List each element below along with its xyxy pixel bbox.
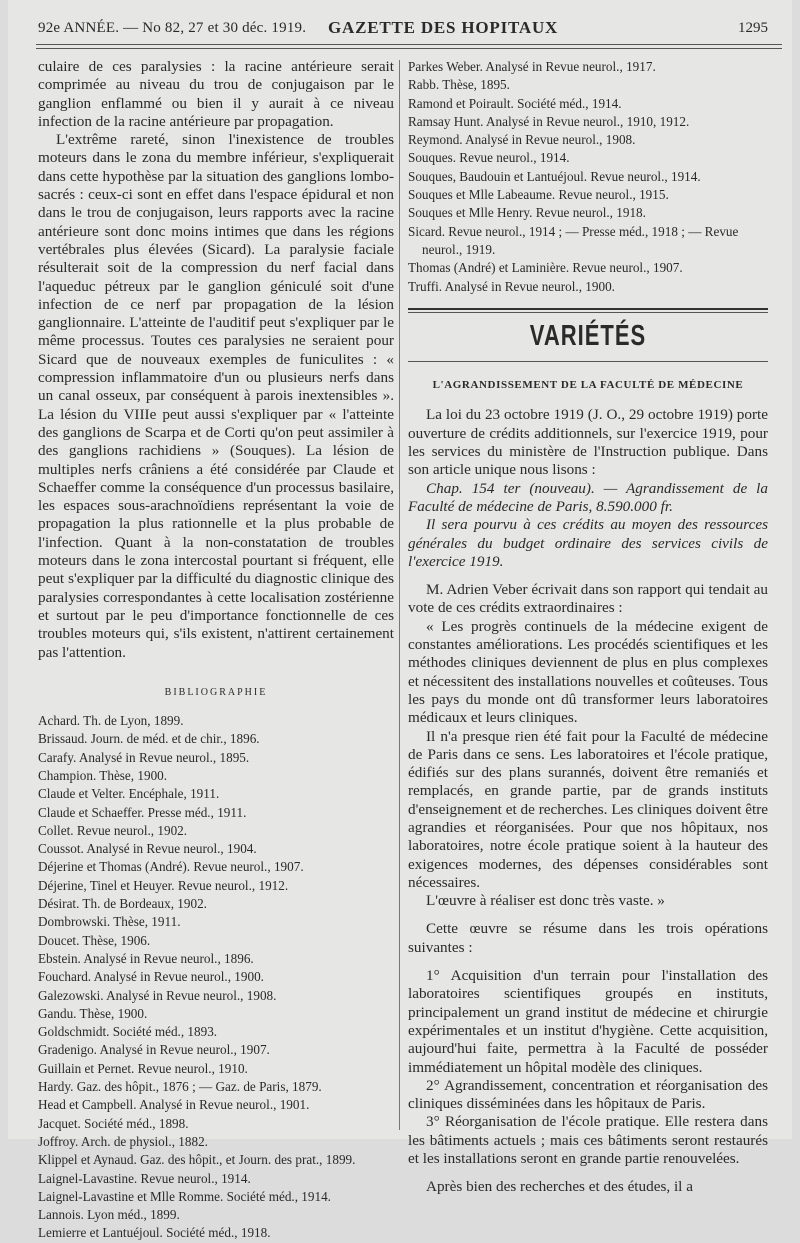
bibliography-entry: Parkes Weber. Analysé in Revue neurol., 1917. — [408, 59, 656, 74]
article-paragraph: Cette œuvre se résume dans les trois opérations suivantes : — [408, 920, 768, 956]
bibliography-entry: Ebstein. Analysé in Revue neurol., 1896. — [38, 950, 254, 966]
bibliography-entry: Guillain et Pernet. Revue neurol., 1910. — [38, 1060, 248, 1076]
section-title-rule — [408, 361, 768, 362]
article-heading: L'AGRANDISSEMENT DE LA FACULTÉ DE MÉDECINE — [432, 379, 744, 392]
article-paragraph: 1° Acquisition d'un terrain pour l'installation des laboratoires scientifiques groupés en instituts, principalement un grand institut de médecine et chirurgie expérimentales et un institut d'hygiène. Cette acquisition, aujourd'hui faite, permettra à la Faculté de posséder immédiatement un hôpital modèle des cliniques. — [408, 967, 768, 1076]
bibliography-entry: Achard. Th. de Lyon, 1899. — [38, 713, 184, 729]
bibliography-entry: Goldschmidt. Société méd., 1893. — [38, 1024, 218, 1040]
column-divider — [399, 60, 400, 1130]
bibliography-entry: Head et Campbell. Analysé in Revue neurol., 1901. — [38, 1097, 310, 1113]
spacer — [408, 571, 768, 581]
bibliography-entry: Souques, Baudouin et Lantuéjoul. Revue neurol., 1914. — [408, 168, 701, 184]
bibliography-entry: Carafy. Analysé in Revue neurol., 1895. — [38, 749, 250, 765]
bibliography-entry: Claude et Schaeffer. Presse méd., 1911. — [38, 804, 247, 820]
bibliography-entry: Laignel-Lavastine. Revue neurol., 1914. — [38, 1170, 251, 1186]
bibliography-list — [38, 712, 394, 1243]
bibliography-entry: Souques et Mlle Henry. Revue neurol., 1918. — [408, 205, 646, 221]
bibliography-list-continued — [408, 58, 768, 296]
bibliography-entry: Lemierre et Lantuéjoul. Société méd., 1918. — [38, 1225, 271, 1241]
bibliography-entry: Ramsay Hunt. Analysé in Revue neurol., 1910, 1912. — [408, 113, 690, 129]
bibliography-entry: Sicard. Revue neurol., 1914 ; — Presse méd., 1918 ; — Revue — [408, 223, 739, 239]
bibliography-entry: Jacquet. Société méd., 1898. — [38, 1115, 189, 1131]
bibliography-entry-continued: neurol., 1919. — [422, 241, 496, 257]
bibliography-entry: Souques et Mlle Labeaume. Revue neurol., 1915. — [408, 187, 669, 203]
bibliography-entry: Galezowski. Analysé in Revue neurol., 1908. — [38, 987, 277, 1003]
bibliography-entry: Coussot. Analysé in Revue neurol., 1904. — [38, 841, 257, 857]
right-column — [408, 58, 768, 1197]
bibliography-entry: Souques. Revue neurol., 1914. — [408, 150, 570, 166]
bibliography-entry: Collet. Revue neurol., 1902. — [38, 822, 188, 838]
bibliography-entry: Truffi. Analysé in Revue neurol., 1900. — [408, 278, 615, 294]
bibliography-entry: Dombrowski. Thèse, 1911. — [38, 914, 181, 930]
article-paragraph: La loi du 23 octobre 1919 (J. O., 29 octobre 1919) porte ouverture de crédits additionnels, sur l'exercice 1919, pour les services du ministère de l'Instruction publique. Dans son article unique nous lisons : — [408, 406, 768, 479]
bibliography-entry: Brissaud. Journ. de méd. et de chir., 1896. — [38, 731, 260, 747]
quoted-law — [408, 516, 768, 571]
bibliography-entry: Laignel-Lavastine et Mlle Romme. Société méd., 1914. — [38, 1188, 331, 1204]
newspaper-page — [8, 0, 792, 1241]
left-column — [38, 58, 394, 1243]
journal-title: GAZETTE DES HOPITAUX — [328, 18, 559, 37]
bibliography-entry: Champion. Thèse, 1900. — [38, 767, 168, 783]
section-rule — [408, 308, 768, 310]
spacer — [408, 910, 768, 920]
article-paragraph: « Les progrès continuels de la médecine exigent de constantes améliorations. Les procédés scientifiques et les méthodes cliniques deviennent de plus en plus complexes et nécessitent des installations nouvelles et coûteuses. Tous les pays du monde ont dû transformer leurs laboratoires médicaux et leurs cliniques. — [408, 617, 768, 727]
article-paragraph: 3° Réorganisation de l'école pratique. Elle restera dans les bâtiments actuels ; mais ces bâtiments seront restaurés et les installations seront en grande partie renouvelées. — [408, 1113, 768, 1168]
article-paragraph: Après bien des recherches et des études, il a — [426, 1178, 693, 1196]
article-paragraph: culaire de ces paralysies : la racine antérieure serait comprimée au niveau du trou de conjugaison par le ganglion enflammé ou bien il y aurait à ce niveau infection de la racine antérieure par propagation. — [38, 58, 394, 130]
bibliography-entry: Lannois. Lyon méd., 1899. — [38, 1207, 180, 1223]
bibliography-entry: Hardy. Gaz. des hôpit., 1876 ; — Gaz. de Paris, 1879. — [38, 1079, 322, 1095]
spacer — [408, 1168, 768, 1178]
bibliography-entry: Thomas (André) et Laminière. Revue neurol., 1907. — [408, 260, 683, 276]
issue-info: 92e ANNÉE. — No 82, 27 et 30 déc. 1919. — [38, 20, 307, 36]
bibliography-entry: Déjerine et Thomas (André). Revue neurol., 1907. — [38, 859, 304, 875]
bibliography-entry: Gandu. Thèse, 1900. — [38, 1005, 148, 1021]
bibliography-entry: Reymond. Analysé in Revue neurol., 1908. — [408, 132, 636, 148]
article-paragraph: L'extrême rareté, sinon l'inexistence de troubles moteurs dans le zona du membre inférieur, s'expliquerait dans cette hypothèse par la situation des ganglions lombo-sacrés : ceux-ci sont en effet dans l'espace épidural et non dans le trou de conjugaison, leurs rapports avec la racine antérieure sont donc moins intimes que dans les régions vertébrales plus élevées (Sicard). La paralysie faciale résulterait soit de la compression du nerf facial dans l'aqueduc pétreux par le ganglion géniculé soit d'une infection de ce nerf par propagation de la lésion ganglionnaire. L'atteinte de l'auditif peut s'expliquer par le même processus. Toutes ces paralysies ne seraient pour Sicard que de nouveaux exemples de funiculites : « compression inflammatoire d'un ou plusieurs nerfs dans un canal osseux, par conséquent à parois inextensibles ». La lésion du VIIIe peut aussi s'expliquer par « l'atteinte des ganglions de Scarpa et de Corti qu'on peut assimiler à des ganglions rachidiens » (Souques). La lésion de multiples nerfs crâniens a été considérée par Claude et Schaeffer comme la conséquence d'un processus basilaire, les espaces sous-arachnoïdiens représentant la voie de propagation la plus rationnelle et la plus probable de l'infection. Quant à la non-constatation de troubles moteurs dans le zona intercostal pourtant si fréquent, elle peut s'expliquer par la difficulté du diagnostic clinique des paralysies correspondantes à cette localisation zostérienne et surtout par le peu d'importance fonctionnelle de ces troubles moteurs qui, s'ils existent, n'attirent certainement pas l'attention. — [38, 131, 394, 661]
bibliography-entry: Fouchard. Analysé in Revue neurol., 1900. — [38, 969, 264, 985]
bibliography-entry: Claude et Velter. Encéphale, 1911. — [38, 786, 220, 802]
bibliography-heading: BIBLIOGRAPHIE — [164, 686, 268, 698]
bibliography-entry: Joffroy. Arch. de physiol., 1882. — [38, 1133, 208, 1149]
bibliography-entry: Ramond et Poirault. Société méd., 1914. — [408, 95, 622, 111]
header-rule-double — [36, 48, 782, 49]
quoted-law-text: Il sera pourvu à ces crédits au moyen des ressources générales du budget ordinaire des services civils de l'exercice 1919. — [408, 516, 768, 570]
page-number: 1295 — [738, 20, 768, 36]
bibliography-entry: Doucet. Thèse, 1906. — [38, 932, 151, 948]
quoted-law — [408, 480, 768, 517]
bibliography-entry: Klippel et Aynaud. Gaz. des hôpit., et Journ. des prat., 1899. — [38, 1152, 356, 1168]
spacer — [408, 957, 768, 967]
section-title: VARIÉTÉS — [529, 318, 647, 352]
bibliography-entry: Désirat. Th. de Bordeaux, 1902. — [38, 896, 207, 912]
quoted-law-text: Chap. 154 ter (nouveau). — Agrandissement de la Faculté de médecine de Paris, 8.590.000 fr. — [408, 479, 768, 515]
bibliography-entry: Rabb. Thèse, 1895. — [408, 77, 510, 93]
article-paragraph: 2° Agrandissement, concentration et réorganisation des cliniques disséminées dans les hôpitaux de Paris. — [408, 1076, 768, 1113]
article-paragraph: M. Adrien Veber écrivait dans son rapport qui tendait au vote de ces crédits extraordinaires : — [408, 581, 768, 617]
header-rule — [36, 44, 782, 45]
article-paragraph: Il n'a presque rien été fait pour la Faculté de médecine de Paris dans ce sens. Les laboratoires et l'école pratique, édifiés sur des plans surannés, doivent être remaniés et remplacés, en grande partie, par de grands instituts d'enseignement et de recherches. Les cliniques doivent être agrandies et réorganisées. Pour que nos hôpitaux, nos laboratoires, notre école pratique soient à la hauteur des exigences modernes, des dépenses considérables sont nécessaires. — [408, 727, 768, 891]
bibliography-entry: Déjerine, Tinel et Heuyer. Revue neurol., 1912. — [38, 877, 289, 893]
section-rule-thin — [408, 312, 768, 313]
bibliography-entry: Gradenigo. Analysé in Revue neurol., 1907. — [38, 1042, 270, 1058]
article-paragraph: L'œuvre à réaliser est donc très vaste. » — [426, 892, 665, 910]
page-header — [28, 16, 788, 46]
